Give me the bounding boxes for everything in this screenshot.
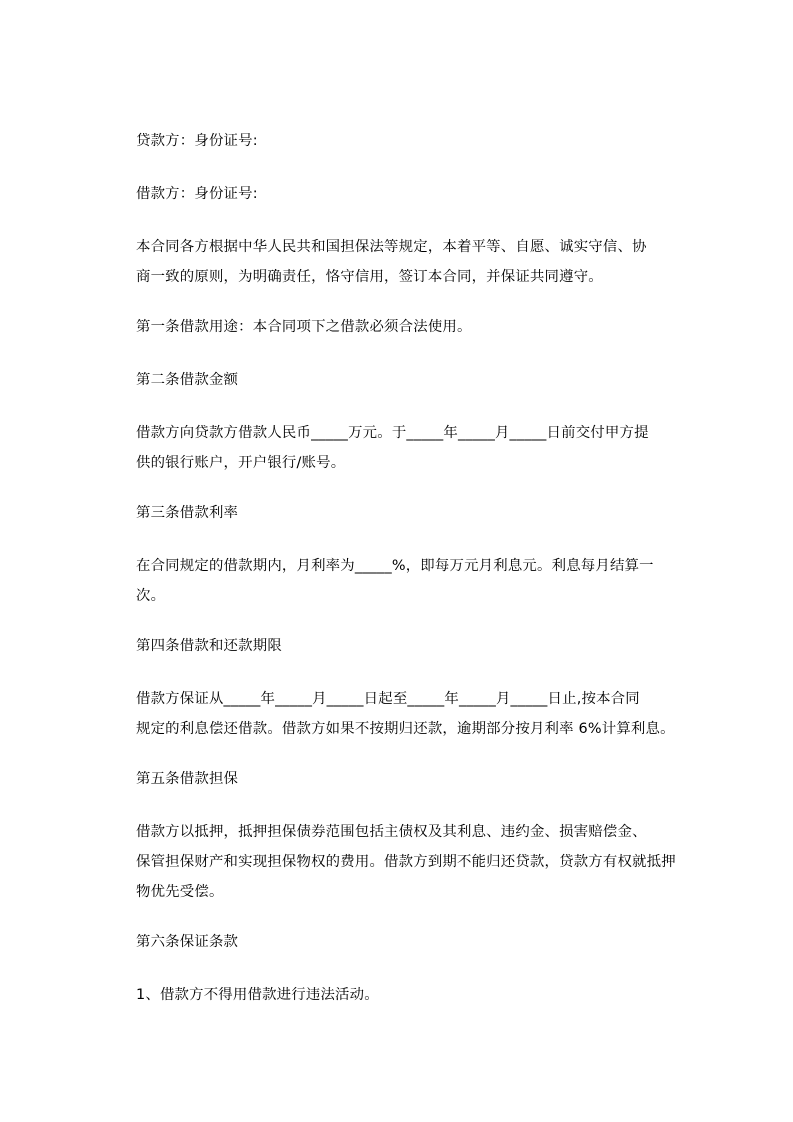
- article5-line: 借款方以抵押，抵押担保债券范围包括主债权及其利息、违约金、损害赔偿金、: [136, 824, 647, 840]
- article4-line: 规定的利息偿还借款。借款方如果不按期归还款，逾期部分按月利率 6%计算利息。: [136, 721, 675, 737]
- article2-paragraph: [136, 418, 701, 478]
- borrower-id-line: 借款方：身份证号:: [136, 186, 258, 202]
- article2-line: 供的银行账户，开户银行/账号。: [136, 455, 346, 471]
- preamble-line: 本合同各方根据中华人民共和国担保法等规定，本着平等、自愿、诚实守信、协: [136, 239, 647, 255]
- article5-line: 物优先受偿。: [136, 884, 224, 900]
- article4-paragraph: [136, 684, 701, 744]
- article6-item-1: 1、借款方不得用借款进行违法活动。: [136, 987, 379, 1003]
- article3-paragraph: [136, 551, 701, 611]
- article3-line: 在合同规定的借款期内，月利率为_____%，即每万元月利息元。利息每月结算一: [136, 558, 654, 574]
- article5-heading: 第五条借款担保: [136, 771, 239, 787]
- preamble-paragraph: [136, 232, 701, 292]
- preamble-line: 商一致的原则，为明确责任，恪守信用，签订本合同，并保证共同遵守。: [136, 269, 603, 285]
- article4-line: 借款方保证从_____年_____月_____日起至_____年_____月_____日止,按本合同: [136, 691, 640, 707]
- article3-line: 次。: [136, 588, 166, 604]
- article1-text: 第一条借款用途：本合同项下之借款必须合法使用。: [136, 319, 472, 335]
- article4-heading: 第四条借款和还款期限: [136, 638, 282, 654]
- article2-line: 借款方向贷款方借款人民币_____万元。于_____年_____月_____日前交付甲方提: [136, 425, 649, 441]
- article2-heading: 第二条借款金额: [136, 372, 239, 388]
- article6-heading: 第六条保证条款: [136, 934, 239, 950]
- lender-id-line: 贷款方：身份证号:: [136, 133, 258, 149]
- article5-line: 保管担保财产和实现担保物权的费用。借款方到期不能归还贷款，贷款方有权就抵押: [136, 854, 676, 870]
- article3-heading: 第三条借款利率: [136, 505, 239, 521]
- article5-paragraph: [136, 817, 701, 907]
